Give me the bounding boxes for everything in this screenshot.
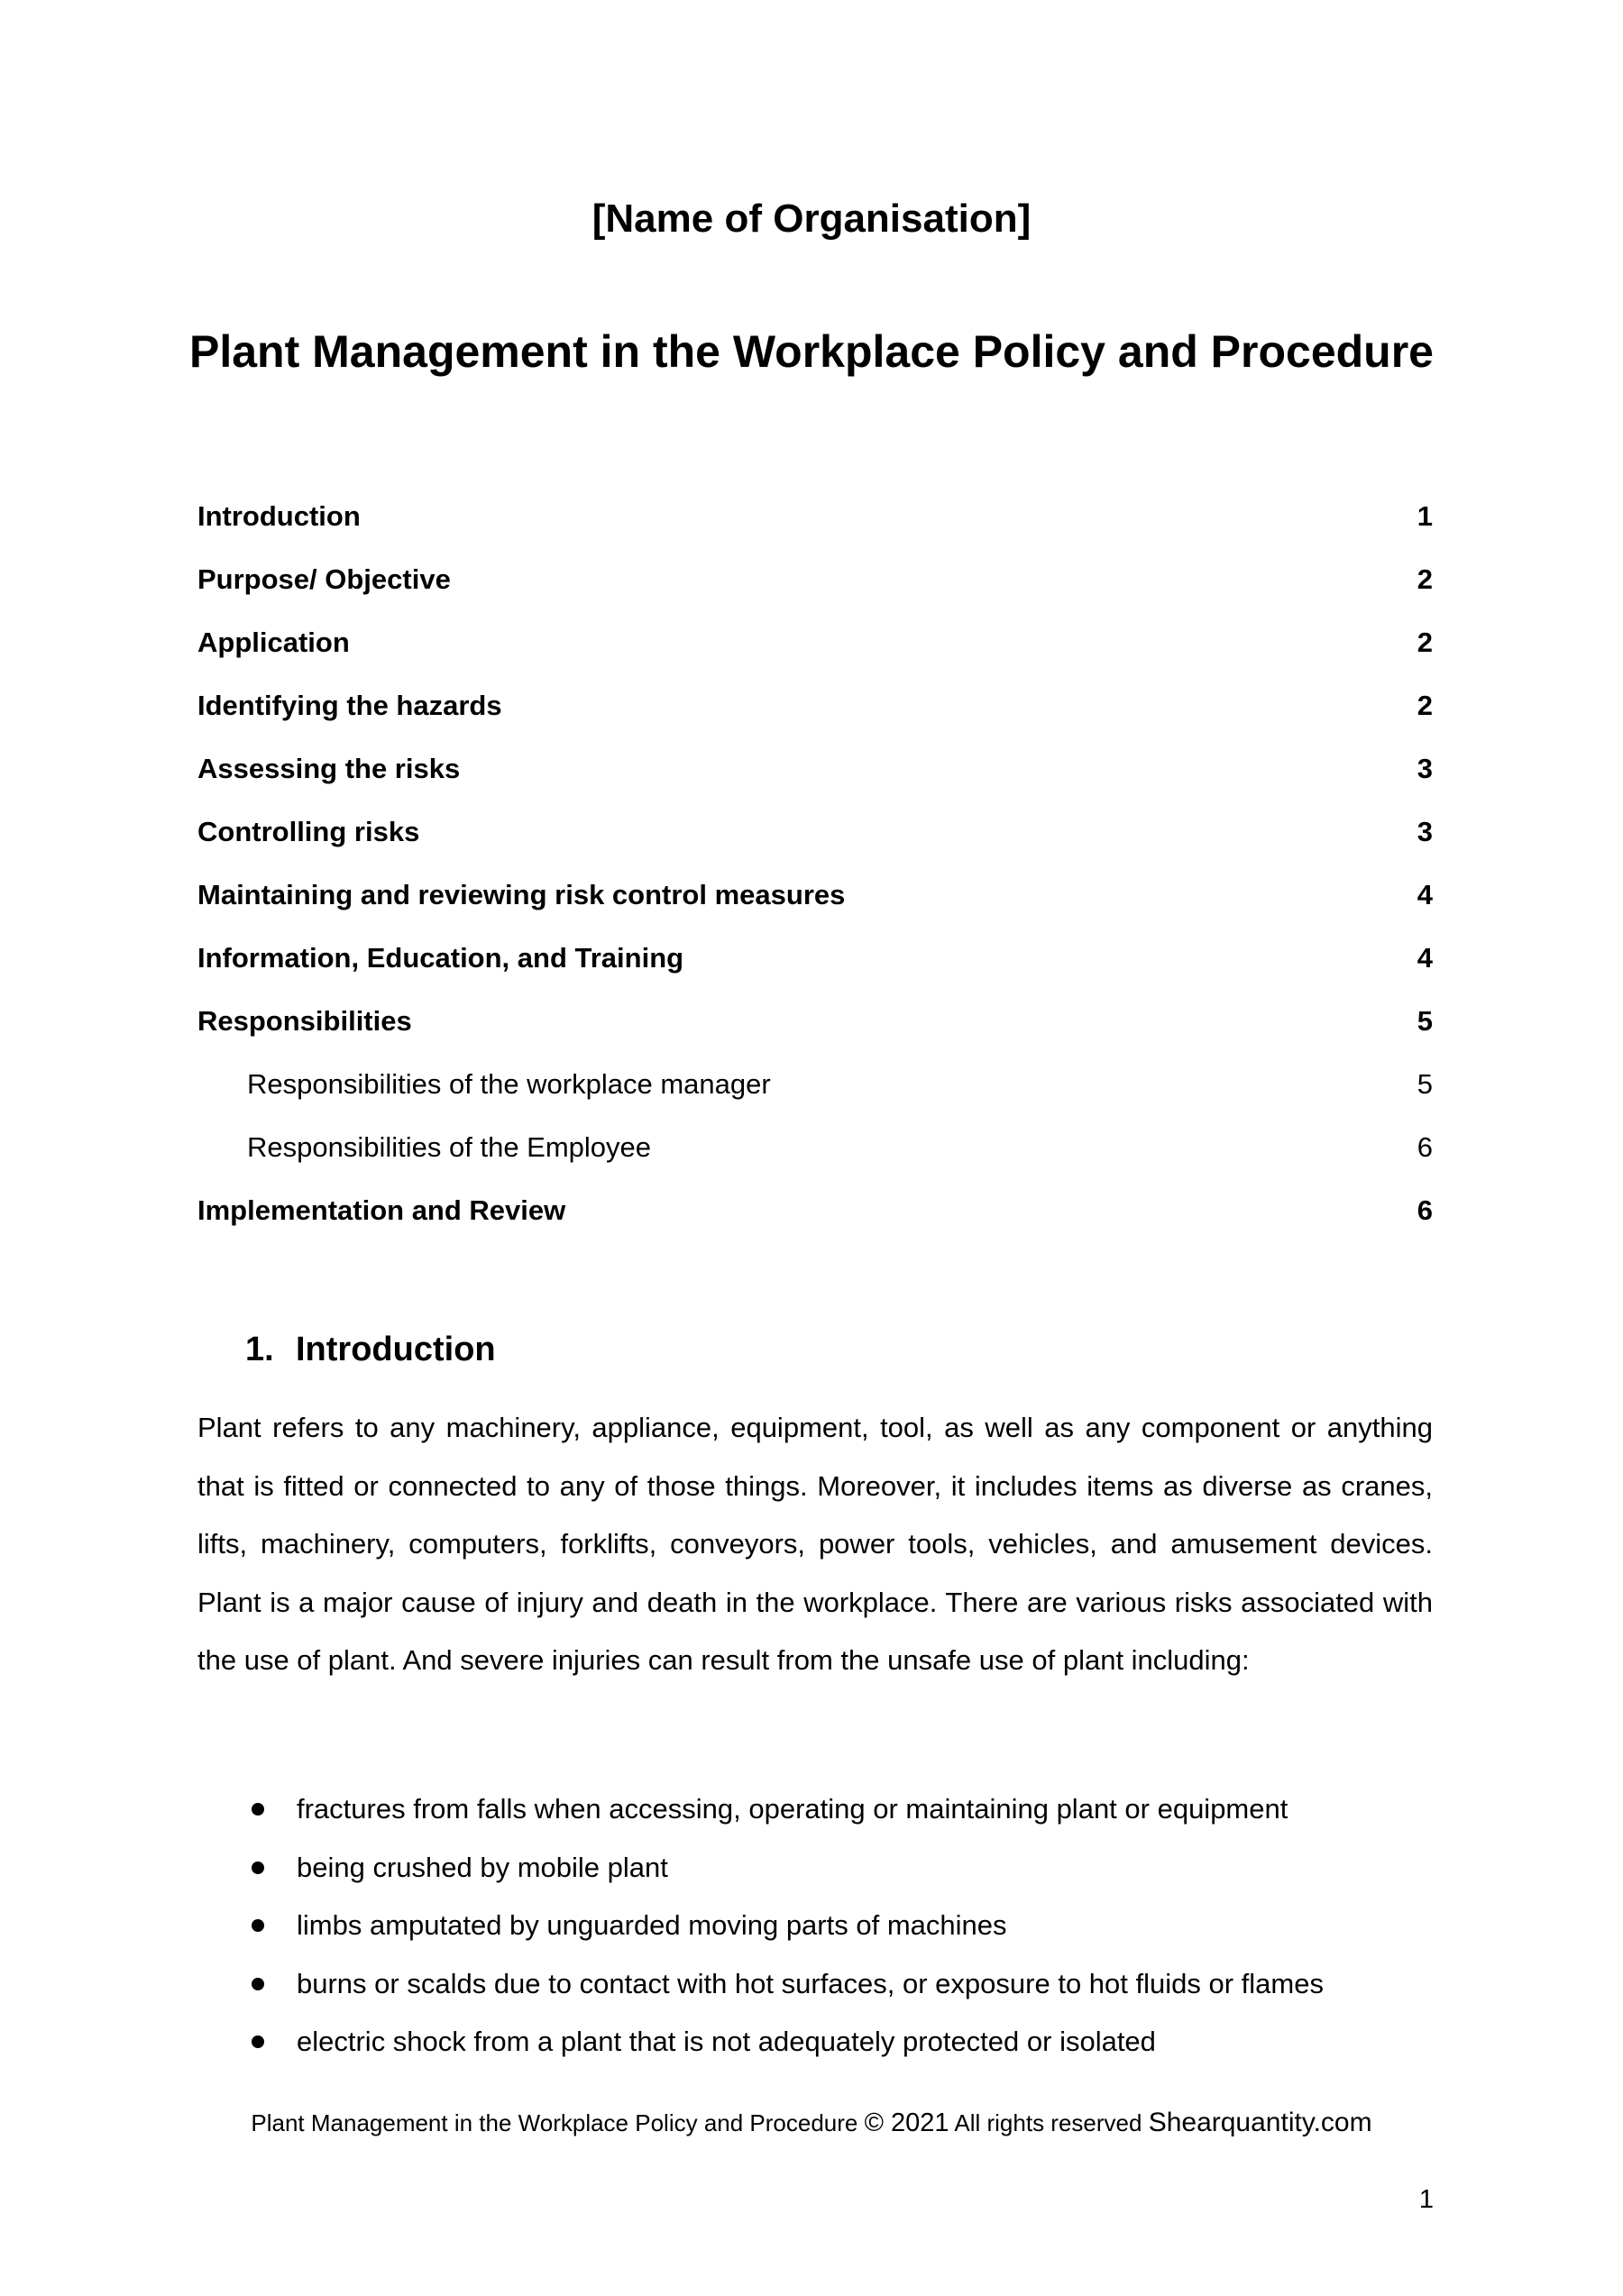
list-item-text: fractures from falls when accessing, operating or maintaining plant or equipment bbox=[297, 1793, 1288, 1825]
toc-entry-page: 2 bbox=[1417, 627, 1433, 658]
toc-entry-page: 6 bbox=[1417, 1131, 1433, 1163]
toc-entry-label: Identifying the hazards bbox=[197, 690, 502, 721]
list-item bbox=[197, 1897, 1460, 1955]
toc-entry-page: 1 bbox=[1417, 500, 1433, 532]
toc-entry-label: Maintaining and reviewing risk control measures bbox=[197, 879, 846, 910]
toc-entry bbox=[197, 674, 1433, 737]
toc-entry-label: Responsibilities bbox=[197, 1005, 412, 1037]
list-item bbox=[197, 1780, 1460, 1839]
toc-entry-page: 6 bbox=[1417, 1194, 1433, 1226]
document-title: Plant Management in the Workplace Policy and Procedure bbox=[189, 326, 1434, 377]
toc-entry-page: 2 bbox=[1417, 563, 1433, 595]
organisation-name: [Name of Organisation] bbox=[591, 197, 1032, 241]
bullet-icon bbox=[252, 1919, 264, 1932]
toc-entry bbox=[197, 548, 1433, 611]
toc-entry-label: Controlling risks bbox=[197, 816, 420, 847]
list-item bbox=[197, 1839, 1460, 1898]
toc-entry-label: Introduction bbox=[197, 500, 361, 532]
toc-entry bbox=[197, 1179, 1433, 1242]
toc-entry-page: 5 bbox=[1417, 1005, 1433, 1037]
toc-entry-label: Implementation and Review bbox=[197, 1194, 566, 1226]
footer-site: Shearquantity.com bbox=[1148, 2108, 1372, 2137]
bullet-icon bbox=[252, 1978, 264, 1990]
toc-entry-page: 4 bbox=[1417, 879, 1433, 910]
toc-entry bbox=[197, 485, 1433, 548]
bullet-icon bbox=[252, 1803, 264, 1816]
page-footer bbox=[0, 2108, 1623, 2138]
injury-list bbox=[197, 1780, 1460, 2072]
introduction-paragraph: Plant refers to any machinery, appliance, equipment, tool, as well as any component or anything that is fitted or connected to any of those things. Moreover, it includes items as diverse as cranes, lifts, machinery, computers, forklifts, conveyors, power tools, vehicles, and amusement devices. Plant is a major cause of injury and death in the workplace. There are various risks associated with the use of plant. And severe injuries can result from the unsafe use of plant including: bbox=[197, 1412, 1433, 1676]
toc-entry-label: Information, Education, and Training bbox=[197, 942, 684, 974]
toc-entry-page: 5 bbox=[1417, 1068, 1433, 1100]
section-heading-introduction bbox=[245, 1327, 496, 1372]
toc-entry-page: 3 bbox=[1417, 816, 1433, 847]
toc-entry bbox=[197, 800, 1433, 864]
list-item-text: being crushed by mobile plant bbox=[297, 1851, 668, 1883]
list-item-text: burns or scalds due to contact with hot surfaces, or exposure to hot fluids or flames bbox=[297, 1967, 1324, 1999]
toc-entry bbox=[197, 864, 1433, 927]
page-number: 1 bbox=[1418, 2185, 1434, 2214]
list-item bbox=[197, 1955, 1460, 2014]
toc-entry-page: 3 bbox=[1417, 753, 1433, 784]
toc-entry bbox=[197, 1116, 1433, 1179]
section-number: 1. bbox=[245, 1331, 274, 1368]
toc-entry-page: 4 bbox=[1417, 942, 1433, 974]
toc-entry-label: Application bbox=[197, 627, 350, 658]
list-item bbox=[197, 2013, 1460, 2072]
list-item-text: electric shock from a plant that is not adequately protected or isolated bbox=[297, 2026, 1156, 2058]
toc-entry bbox=[197, 611, 1433, 674]
toc-entry bbox=[197, 737, 1433, 800]
footer-rights: All rights reserved bbox=[954, 2109, 1142, 2136]
toc-entry-label: Assessing the risks bbox=[197, 753, 461, 784]
table-of-contents bbox=[197, 485, 1433, 1242]
toc-entry bbox=[197, 927, 1433, 990]
toc-entry-label: Purpose/ Objective bbox=[197, 563, 451, 595]
toc-entry bbox=[197, 990, 1433, 1053]
bullet-icon bbox=[252, 1861, 264, 1874]
list-item-text: limbs amputated by unguarded moving parts of machines bbox=[297, 1909, 1007, 1942]
footer-copyright: © 2021 bbox=[864, 2108, 949, 2137]
toc-entry-label: Responsibilities of the workplace manager bbox=[247, 1068, 771, 1100]
toc-entry-label: Responsibilities of the Employee bbox=[247, 1131, 652, 1163]
toc-entry-page: 2 bbox=[1417, 690, 1433, 721]
section-title: Introduction bbox=[296, 1331, 496, 1368]
toc-entry bbox=[197, 1053, 1433, 1116]
footer-title: Plant Management in the Workplace Policy and Procedure bbox=[251, 2109, 858, 2136]
bullet-icon bbox=[252, 2035, 264, 2048]
